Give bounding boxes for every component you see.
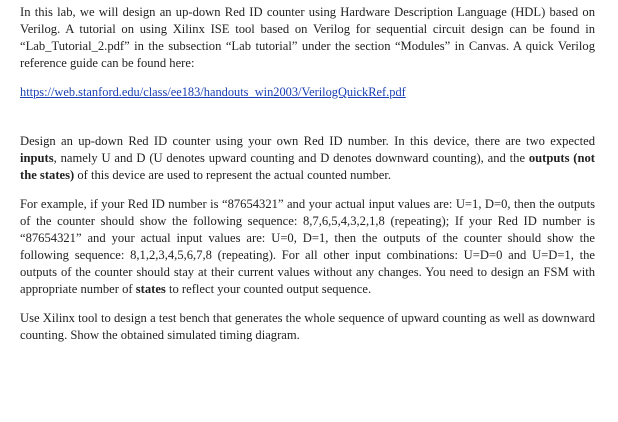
example-text-1: For example, if your Red ID number is “87654321” and your actual input values are: U=1, D=0, then the outputs of the counter should show the following sequence: 8,7,6,5,4,3,2,1,8 (repeating); If your Red ID number is “87654321” and your actual input values are: U=0, D=1, then the outputs of the counter should show the following sequence: 8,1,2,3,4,5,6,7,8 (repeating). For all other input combinations: U=D=0 and U=D=1, the outputs of the counter should stay at their current values without any changes. You need to design an FSM with appropriate number of	[20, 197, 595, 296]
states-bold: states	[135, 282, 166, 296]
testbench-paragraph	[20, 310, 595, 344]
testbench-text: Use Xilinx tool to design a test bench that generates the whole sequence of upward counting as well as downward counting. Show the obtained simulated timing diagram.	[20, 311, 595, 342]
example-text-2: to reflect your counted output sequence.	[165, 282, 372, 296]
intro-text: In this lab, we will design an up-down Red ID counter using Hardware Description Language (HDL) based on Verilog. A tutorial on using Xilinx ISE tool based on Verilog for sequential circuit design can be found in “Lab_Tutorial_2.pdf” in the subsection “Lab tutorial” under the section “Modules” in Canvas. A quick Verilog reference guide can be found here:	[20, 5, 595, 70]
outputs-bold: outputs (not the states)	[20, 151, 595, 182]
example-paragraph	[20, 196, 595, 298]
inputs-bold: inputs	[20, 151, 54, 165]
design-paragraph	[20, 133, 595, 184]
document-page	[20, 4, 595, 344]
reference-link-line	[20, 84, 595, 101]
verilog-reference-link[interactable]: https://web.stanford.edu/class/ee183/handouts_win2003/VerilogQuickRef.pdf	[20, 85, 406, 99]
design-text-2: , namely U and D (U denotes upward counting and D denotes downward counting), and the	[53, 151, 529, 165]
intro-paragraph	[20, 4, 595, 72]
design-text-3: of this device are used to represent the actual counted number.	[74, 168, 392, 182]
design-text-1: Design an up-down Red ID counter using your own Red ID number. In this device, there are two expected	[20, 134, 595, 148]
